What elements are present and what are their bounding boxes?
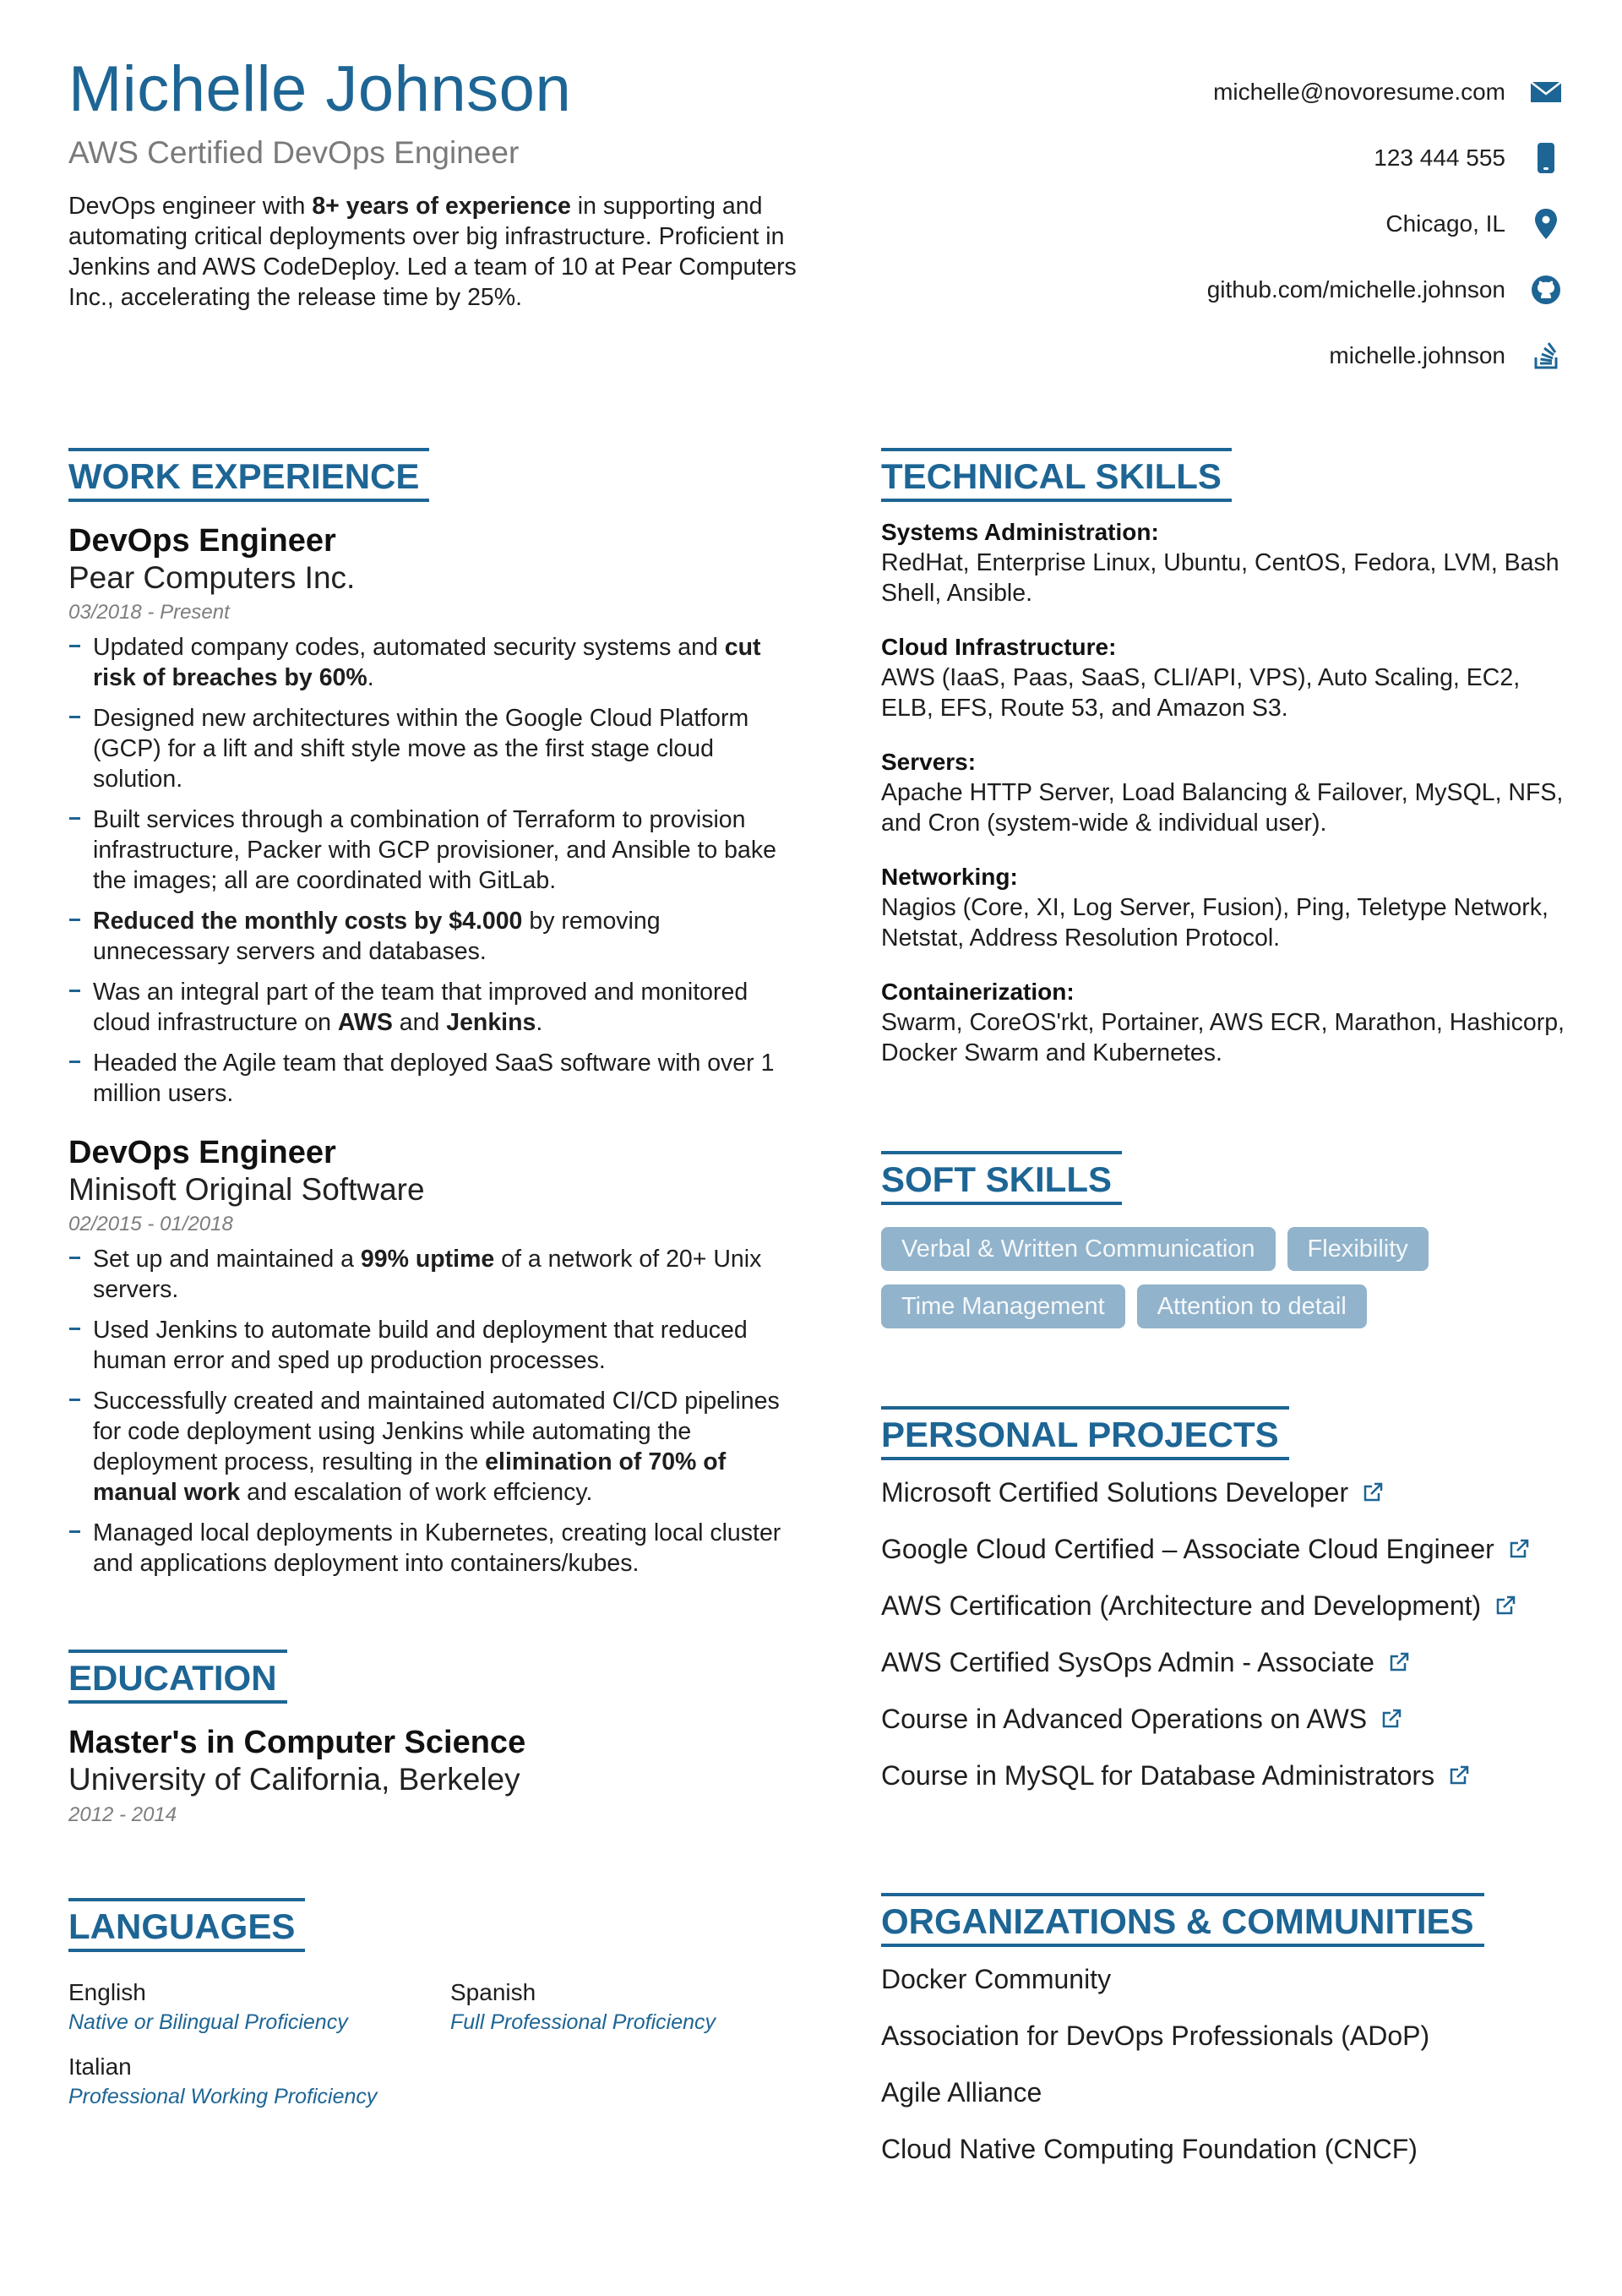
job-bullet xyxy=(68,1048,795,1109)
job-bullets xyxy=(68,1244,795,1579)
external-link-icon[interactable] xyxy=(1508,1538,1530,1560)
stackoverflow-text[interactable]: michelle.johnson xyxy=(1329,342,1505,368)
job-dates: 03/2018 - Present xyxy=(68,601,230,624)
education-degree: Master's in Computer Science xyxy=(68,1725,526,1760)
skill-category xyxy=(881,977,1574,1068)
phone-icon xyxy=(1529,141,1563,175)
bullet-highlight: Jenkins xyxy=(446,1009,536,1036)
language-item xyxy=(68,2052,450,2111)
skill-category-name: Servers: xyxy=(881,749,977,775)
summary xyxy=(68,191,846,313)
language-list xyxy=(68,1977,795,2111)
organization-item: Cloud Native Computing Foundation (CNCF) xyxy=(881,2134,1418,2164)
skill-category-name: Networking: xyxy=(881,864,1018,890)
external-link-icon[interactable] xyxy=(1448,1764,1470,1786)
technical-skills-heading: TECHNICAL SKILLS xyxy=(881,448,1232,502)
contact-email[interactable] xyxy=(972,59,1563,125)
bullet-text: Successfully created and maintained automated CI/CD pipelines for code deployment using Jenkins while automating the deployment process, resulting in the xyxy=(93,1388,780,1475)
skill-category xyxy=(881,517,1574,608)
skill-category-items: AWS (IaaS, Paas, SaaS, CLI/API, VPS), Auto Scaling, EC2, ELB, EFS, Route 53, and Amazon S3. xyxy=(881,664,1521,722)
language-level: Professional Working Proficiency xyxy=(68,2085,378,2108)
bullet-text: Designed new architectures within the Google Cloud Platform (GCP) for a lift and shift style move as the first stage cloud solution. xyxy=(93,705,749,793)
skill-category-name: Cloud Infrastructure: xyxy=(881,634,1117,660)
language-level: Full Professional Proficiency xyxy=(450,2010,716,2034)
project-item[interactable] xyxy=(881,1645,1574,1679)
job-bullet xyxy=(68,1386,795,1508)
github-text[interactable]: github.com/michelle.johnson xyxy=(1206,276,1505,303)
bullet-text: Built services through a combination of Terraform to provision infrastructure, Packer with GCP provisioner, and Ansible to bake the images; all are coordinated with GitLab. xyxy=(93,806,776,894)
project-title[interactable]: Course in MySQL for Database Administrators xyxy=(881,1760,1435,1791)
bullet-text: Was an integral part of the team that improved and monitored cloud infrastructure on xyxy=(93,979,748,1036)
language-name: English xyxy=(68,1979,146,2005)
language-level: Native or Bilingual Proficiency xyxy=(68,2010,348,2034)
soft-skill-tag: Verbal & Written Communication xyxy=(881,1227,1276,1271)
education-school: University of California, Berkeley xyxy=(68,1762,520,1797)
language-name: Spanish xyxy=(450,1979,536,2005)
mail-icon xyxy=(1529,75,1563,109)
skill-category xyxy=(881,862,1574,953)
skill-category-items: Apache HTTP Server, Load Balancing & Failover, MySQL, NFS, and Cron (system-wide & individual user). xyxy=(881,779,1564,837)
skill-category-name: Containerization: xyxy=(881,979,1075,1005)
external-link-icon[interactable] xyxy=(1494,1595,1516,1617)
bullet-highlight: AWS xyxy=(337,1009,393,1036)
phone-text[interactable]: 123 444 555 xyxy=(1374,145,1505,171)
language-item xyxy=(68,1977,450,2037)
project-item[interactable] xyxy=(881,1759,1574,1792)
soft-skills-heading: SOFT SKILLS xyxy=(881,1151,1122,1205)
technical-skills-list xyxy=(881,517,1574,1068)
bullet-text: . xyxy=(367,664,374,691)
job-title: DevOps Engineer xyxy=(68,1135,336,1170)
skill-category-items: Swarm, CoreOS'rkt, Portainer, AWS ECR, Marathon, Hashicorp, Docker Swarm and Kubernetes. xyxy=(881,1009,1565,1066)
project-title[interactable]: Google Cloud Certified – Associate Cloud Engineer xyxy=(881,1534,1494,1564)
summary-text-1: DevOps engineer with xyxy=(68,193,313,220)
project-title[interactable]: AWS Certification (Architecture and Development) xyxy=(881,1590,1482,1621)
resume-role: AWS Certified DevOps Engineer xyxy=(68,135,520,170)
job-bullet xyxy=(68,906,795,967)
soft-skill-tags xyxy=(881,1227,1489,1328)
job-bullet xyxy=(68,977,795,1038)
project-item[interactable] xyxy=(881,1532,1574,1566)
bullet-text: . xyxy=(536,1009,543,1036)
bullet-text: Used Jenkins to automate build and deployment that reduced human error and sped up production processes. xyxy=(93,1317,748,1374)
language-name: Italian xyxy=(68,2053,132,2080)
job-bullet xyxy=(68,1244,795,1305)
job-bullet xyxy=(68,1315,795,1376)
external-link-icon[interactable] xyxy=(1380,1708,1402,1730)
skill-category-name: Systems Administration: xyxy=(881,519,1159,545)
location-pin-icon xyxy=(1529,207,1563,241)
soft-skill-tag: Time Management xyxy=(881,1284,1125,1328)
job-dates: 02/2015 - 01/2018 xyxy=(68,1213,233,1235)
bullet-highlight: Reduced the monthly costs by $4.000 xyxy=(93,908,523,935)
bullet-text: of a network of 20+ Unix servers. xyxy=(93,1246,762,1303)
job-entry xyxy=(68,1134,795,1579)
bullet-text: Managed local deployments in Kubernetes, creating local cluster and applications deployment into containers/kubes. xyxy=(93,1519,781,1577)
external-link-icon[interactable] xyxy=(1362,1481,1384,1503)
contact-list xyxy=(972,59,1563,389)
organization-item: Agile Alliance xyxy=(881,2077,1042,2108)
skill-category-items: RedHat, Enterprise Linux, Ubuntu, CentOS, Fedora, LVM, Bash Shell, Ansible. xyxy=(881,549,1559,607)
job-bullet xyxy=(68,1518,795,1579)
job-bullets xyxy=(68,632,795,1109)
project-title[interactable]: Course in Advanced Operations on AWS xyxy=(881,1704,1368,1734)
skill-category xyxy=(881,632,1574,723)
left-column xyxy=(68,448,795,2111)
job-company: Pear Computers Inc. xyxy=(68,560,356,595)
organization-item: Docker Community xyxy=(881,1964,1112,1994)
bullet-text: and xyxy=(392,1009,447,1036)
bullet-highlight: elimination of 70% of manual work xyxy=(93,1448,727,1506)
project-item[interactable] xyxy=(881,1589,1574,1622)
skill-category-items: Nagios (Core, XI, Log Server, Fusion), Ping, Teletype Network, Netstat, Address Resolution Protocol. xyxy=(881,894,1549,952)
organizations-heading: ORGANIZATIONS & COMMUNITIES xyxy=(881,1893,1484,1947)
project-item[interactable] xyxy=(881,1475,1574,1509)
project-item[interactable] xyxy=(881,1702,1574,1736)
summary-highlight: 8+ years of experience xyxy=(312,193,571,220)
job-bullet xyxy=(68,703,795,794)
soft-skill-tag: Flexibility xyxy=(1287,1227,1429,1271)
project-title[interactable]: Microsoft Certified Solutions Developer xyxy=(881,1477,1349,1508)
stackoverflow-icon xyxy=(1529,339,1563,373)
contact-phone[interactable] xyxy=(972,125,1563,191)
soft-skill-tag: Attention to detail xyxy=(1137,1284,1367,1328)
bullet-text: Updated company codes, automated security systems and xyxy=(93,634,725,661)
external-link-icon[interactable] xyxy=(1388,1651,1410,1673)
right-column xyxy=(881,448,1574,2189)
languages-heading: LANGUAGES xyxy=(68,1898,305,1952)
skill-category xyxy=(881,747,1574,838)
job-bullet xyxy=(68,804,795,896)
contact-github[interactable] xyxy=(972,257,1563,323)
contact-location[interactable] xyxy=(972,191,1563,257)
bullet-highlight: cut risk of breaches by 60% xyxy=(93,634,761,691)
bullet-highlight: 99% uptime xyxy=(360,1246,495,1273)
job-title: DevOps Engineer xyxy=(68,523,336,559)
contact-stackoverflow[interactable] xyxy=(972,323,1563,389)
job-entry xyxy=(68,522,795,1109)
education-years: 2012 - 2014 xyxy=(68,1803,177,1826)
bullet-text: Set up and maintained a xyxy=(93,1246,361,1273)
email-text[interactable]: michelle@novoresume.com xyxy=(1213,79,1505,105)
location-text[interactable]: Chicago, IL xyxy=(1385,210,1505,237)
organization-list xyxy=(881,1962,1574,2166)
job-bullet xyxy=(68,632,795,693)
personal-projects-heading: PERSONAL PROJECTS xyxy=(881,1406,1289,1460)
resume-name: Michelle Johnson xyxy=(68,53,572,125)
bullet-text: and escalation of work effciency. xyxy=(240,1479,593,1506)
organization-item: Association for DevOps Professionals (ADoP) xyxy=(881,2021,1430,2051)
project-list xyxy=(881,1475,1574,1792)
education-heading: EDUCATION xyxy=(68,1650,287,1704)
work-experience-heading: WORK EXPERIENCE xyxy=(68,448,429,502)
bullet-text: by removing unnecessary servers and databases. xyxy=(93,908,661,965)
github-icon xyxy=(1529,273,1563,307)
summary-text-2: in supporting and automating critical deployments over big infrastructure. Proficient in Jenkins and AWS CodeDeploy. Led a team of 10 at Pear Computers Inc., accelerating the release time by 25%. xyxy=(68,193,797,311)
project-title[interactable]: AWS Certified SysOps Admin - Associate xyxy=(881,1647,1374,1677)
language-item xyxy=(450,1977,788,2037)
bullet-text: Headed the Agile team that deployed SaaS software with over 1 million users. xyxy=(93,1050,775,1107)
job-company: Minisoft Original Software xyxy=(68,1172,425,1207)
